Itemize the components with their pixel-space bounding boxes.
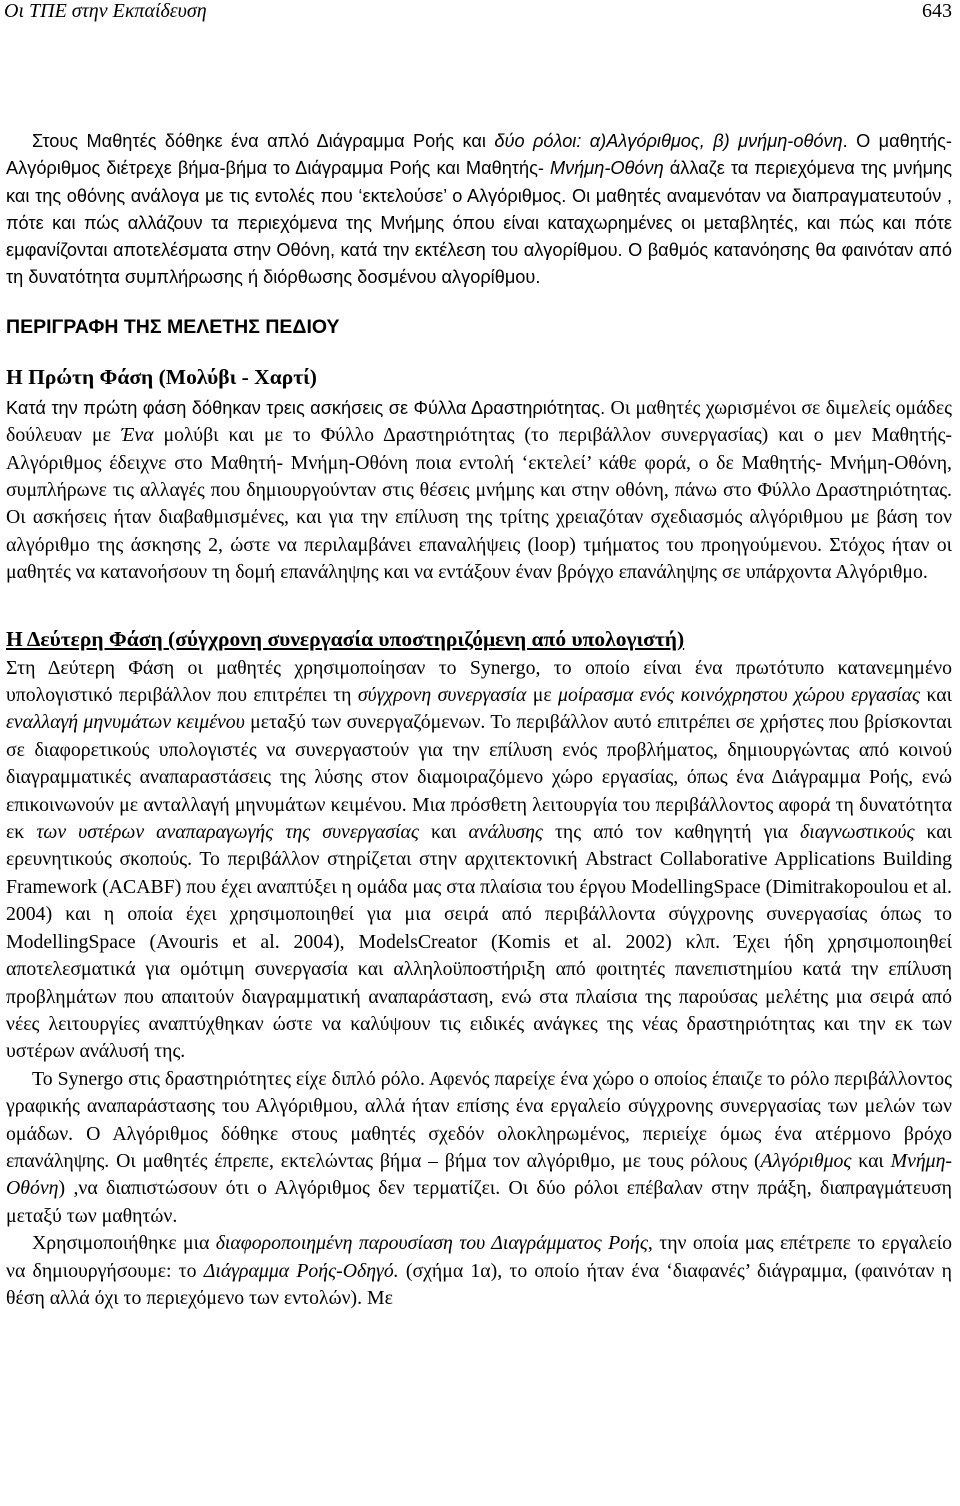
italic-run: σύγχρονη συνεργασία: [357, 684, 527, 707]
text-run: Οι μαθητές χωρισμένοι σε διμελείς ομάδες δούλευαν με: [6, 396, 952, 447]
paragraph-phase1: [6, 395, 952, 587]
running-title: Οι ΤΠΕ στην Εκπαίδευση: [4, 0, 207, 22]
text-run: , την οποία μας επέτρεπε το εργαλείο να δημιουργήσουμε: το: [6, 1232, 952, 1282]
text-run: της από τον καθηγητή για: [542, 821, 801, 844]
italic-run: Ένα: [120, 424, 154, 447]
text-run: άλλαζε τα περιεχόμενα της μνήμης και της οθόνης ανάλογα με τις εντολές που ‘εκτελούσε’ ο Αλγόριθμος. Οι μαθητές αναμενόταν να διαπραγματευτούν , πότε και πώς αλλάζουν τα περιεχόμενα της Μνήμης όπου είναι καταχωρημένες οι μεταβλητές, και πώς και πότε εμφανίζονται αποτελέσματα στην Οθόνη, κατά την εκτέλεση του αλγορίθμου. Ο βαθμός κατανόησης θα φαινόταν από τη δυνατότητα συμπλήρωσης ή διόρθωσης δοσμένου αλγορίθμου.: [6, 158, 952, 288]
text-run: με: [526, 684, 559, 707]
paragraph-roles: [6, 128, 952, 292]
italic-run: εναλλαγή μηνυμάτων κειμένου: [6, 711, 245, 734]
running-header: [4, 0, 952, 28]
phase2-heading-text: Η Δεύτερη Φάση (σύγχρονη συνεργασία υποστηριζόμενη από υπολογιστή): [6, 626, 685, 651]
page-number: 643: [922, 0, 952, 22]
phase1-heading: Η Πρώτη Φάση (Μολύβι - Χαρτί): [6, 364, 317, 389]
italic-run: ανάλυσης: [468, 821, 543, 844]
italic-run: διαγνωστικούς: [800, 821, 915, 844]
text-run: Χρησιμοποιήθηκε μια: [32, 1232, 216, 1255]
italic-run: των υστέρων αναπαραγωγής της συνεργασίας: [36, 821, 419, 844]
text-run: Το Synergo στις δραστηριότητες είχε διπλό ρόλο. Αφενός παρείχε ένα χώρο ο οποίος έπαιζε το ρόλο περιβάλλοντος γραφικής αναπαράστασης του Αλγόριθμου, αλλά ήταν επίσης ένα εργαλείο σύγχρονης συνεργασίας των μελών των ομάδων. Ο Αλγόριθμος δόθηκε στους μαθητές σχεδόν ολοκληρωμένος, περιείχε όμως ένα ατέρμονο βρόχο επανάληψης. Οι μαθητές έπρεπε, εκτελώντας βήμα – βήμα τον αλγόριθμο, με τους ρόλους (: [6, 1067, 952, 1172]
paragraph-phase2-1: [6, 655, 952, 1066]
italic-run: Μνήμη-Οθόνη: [6, 1149, 953, 1200]
text-run: μεταξύ των συνεργαζόμενων. Το περιβάλλον αυτό επιτρέπει σε χρήστες που βρίσκονται σε διαφορετικούς υπολογιστές να συνεργαστούν για την επίλυση ενός προβλήματος, δημιουργώντας από κοινού διαγραμματικές αναπαραστάσεις της λύσης στον διαμοιραζόμενο χώρο εργασίας, όπως ένα Διάγραμμα Ροής, ενώ επικοινωνούν με ανταλλαγή μηνυμάτων κειμένου. Μια πρόσθετη λειτουργία του περιβάλλοντος αφορά τη δυνατότητα εκ: [6, 711, 952, 844]
text-run: μολύβι και με το Φύλλο Δραστηριότητας (το περιβάλλον συνεργασίας) και ο μεν Μαθητής-Αλγόριθμος έδειχνε στο Μαθητή- Μνήμη-Οθόνη ποια εντολή ‘εκτελεί’ κάθε φορά, ο δε Μαθητής- Μνήμη-Οθόνη, συμπλήρωνε τις αλλαγές που δημιουργούνταν στις θέσεις μνήμης και στην οθόνη, πάνω στο Φύλλο Δραστηριότητας. Οι ασκήσεις ήταν διαβαθμισμένες, και για την επίλυση της τρίτης χρειαζόταν σχεδιασμός αλγόριθμου με βάση τον αλγόριθμο της άσκησης 2, ώστε να περιλαμβάνει επαναλήψεις (loop) τμήματος του προηγούμενου. Στόχος ήταν οι μαθητές να κατανοήσουν τη δομή επανάληψης και να εντάξουν έναν βρόγχο επανάληψης σε υπάρχοντα Αλγόριθμο.: [6, 424, 952, 584]
text-run: Κατά την πρώτη φάση δόθηκαν τρεις ασκήσεις σε Φύλλα Δραστηριότητας.: [6, 397, 606, 418]
text-run: και: [920, 684, 952, 707]
text-run: και: [851, 1149, 891, 1172]
italic-run: μοίρασμα ενός κοινόχρηστου χώρου εργασίας: [558, 684, 921, 707]
text-run: Στους Μαθητές δόθηκε ένα απλό Διάγραμμα Ροής και: [32, 131, 495, 151]
page-content: [6, 128, 952, 1312]
text-run: (σχήμα 1α), το οποίο ήταν ένα ‘διαφανές’ διάγραμμα, (φαινόταν η θέση αλλά όχι το περιεχόμενο των εντολών). Με: [6, 1259, 952, 1309]
italic-run: Μνήμη-Οθόνη: [549, 158, 664, 179]
italic-run: Αλγόριθμος: [760, 1149, 852, 1172]
text-run: Στη Δεύτερη Φάση οι μαθητές χρησιμοποίησαν το Synergo, το οποίο είναι ένα πρωτότυπο κατανεμημένο υπολογιστικό περιβάλλον που επιτρέπει τη: [6, 656, 952, 707]
italic-run: Διάγραμμα Ροής-Οδηγό.: [203, 1259, 399, 1282]
text-run: και: [418, 821, 469, 844]
section-heading: ΠΕΡΙΓΡΑΦΗ ΤΗΣ ΜΕΛΕΤΗΣ ΠΕΔΙΟΥ: [6, 315, 340, 338]
phase2-heading: [6, 625, 952, 653]
paragraph-phase2-2: [6, 1066, 952, 1230]
text-run: ) ,να διαπιστώσουν ότι ο Αλγόριθμος δεν τερματίζει. Οι δύο ρόλοι επέβαλαν στην πράξη, διαπραγμάτευση μεταξύ των μαθητών.: [6, 1177, 952, 1227]
text-run: . Ο μαθητής-Αλγόριθμος διέτρεχε βήμα-βήμα το Διάγραμμα Ροής και Μαθητής-: [6, 131, 952, 179]
text-run: και ερευνητικούς σκοπούς. Το περιβάλλον στηρίζεται στην αρχιτεκτονική Abstract Collaborative Applications Building Framework (ACABF) που έχει αναπτύξει η ομάδα μας στα πλαίσια του έργου ModellingSpace (Dimitrakopoulou et al. 2004) και η οποία έχει χρησιμοποιηθεί για μια σειρά από περιβάλλοντα σύγχρονης συνεργασίας όπως το ModellingSpace (Avouris et al. 2004), ModelsCreator (Komis et al. 2002) κλπ. Έχει ήδη χρησιμοποιηθεί αποτελεσματικά για ομότιμη συνεργασία και αλληλοϋποστήριξη από φοιτητές πανεπιστημίου κατά την επίλυση προβλημάτων που απαιτούν διαγραμματική αναπαράσταση, ενώ στα πλαίσια της παρούσας μελέτης μια σειρά από νέες λειτουργίες αναπτύχθηκαν ώστε να καλύψουν τις ειδικές ανάγκες της νέας δραστηριότητας και την εκ των υστέρων ανάλυσή της.: [6, 821, 952, 1063]
italic-run: δύο ρόλοι: α)Αλγόριθμος, β) μνήμη-οθόνη: [494, 131, 843, 151]
italic-run: διαφοροποιημένη παρουσίαση του Διαγράμματος Ροής: [215, 1232, 648, 1255]
paragraph-phase2-3: [6, 1230, 952, 1312]
